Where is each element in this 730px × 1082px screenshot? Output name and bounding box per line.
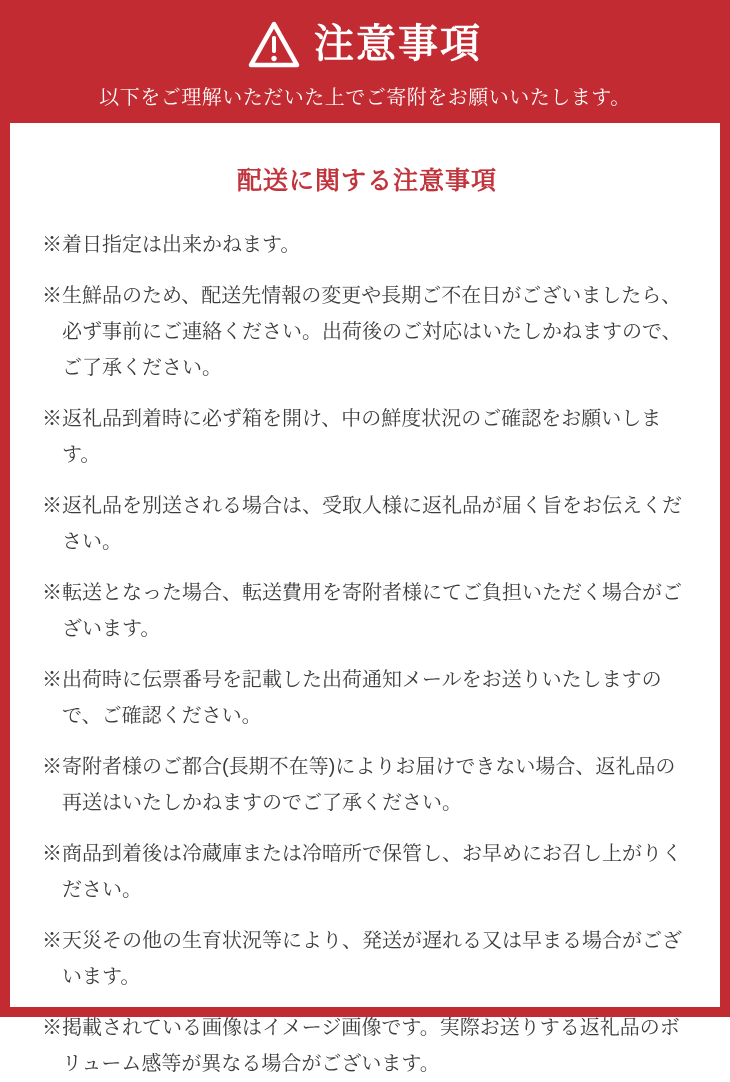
note-item: ※掲載されている画像はイメージ画像です。実際お送りする返礼品のボリューム感等が異なる場合がございます。 [42,1017,680,1075]
note-item: ※生鮮品のため、配送先情報の変更や長期ご不在日がございましたら、必ず事前にご連絡ください。出荷後のご対応はいたしかねますので、ご了承ください。 [42,285,682,379]
notice-header [0,0,730,123]
note-item: ※返礼品到着時に必ず箱を開け、中の鮮度状況のご確認をお願いします。 [42,408,662,466]
header-subtitle: 以下をご理解いただいた上でご寄附をお願いいたします。 [99,87,631,109]
note-item: ※天災その他の生育状況等により、発送が遅れる又は早まる場合がございます。 [42,930,682,988]
note-item: ※着日指定は出来かねます。 [42,234,301,256]
notice-panel [10,123,720,1075]
note-item: ※転送となった場合、転送費用を寄附者様にてご負担いただく場合がございます。 [42,582,682,640]
note-item: ※寄附者様のご都合(長期不在等)によりお届けできない場合、返礼品の再送はいたしかねますのでご了承ください。 [42,756,676,814]
warning-triangle-icon [248,19,300,69]
note-item: ※返礼品を別送される場合は、受取人様に返礼品が届く旨をお伝えください。 [42,495,682,553]
section-heading: 配送に関する注意事項 [236,167,497,195]
note-item: ※出荷時に伝票番号を記載した出荷通知メールをお送りいたしますので、ご確認ください。 [42,669,662,727]
header-title-row [0,16,730,72]
page-title: 注意事項 [314,22,482,66]
note-item: ※商品到着後は冷蔵庫または冷暗所で保管し、お早めにお召し上がりください。 [42,843,682,901]
